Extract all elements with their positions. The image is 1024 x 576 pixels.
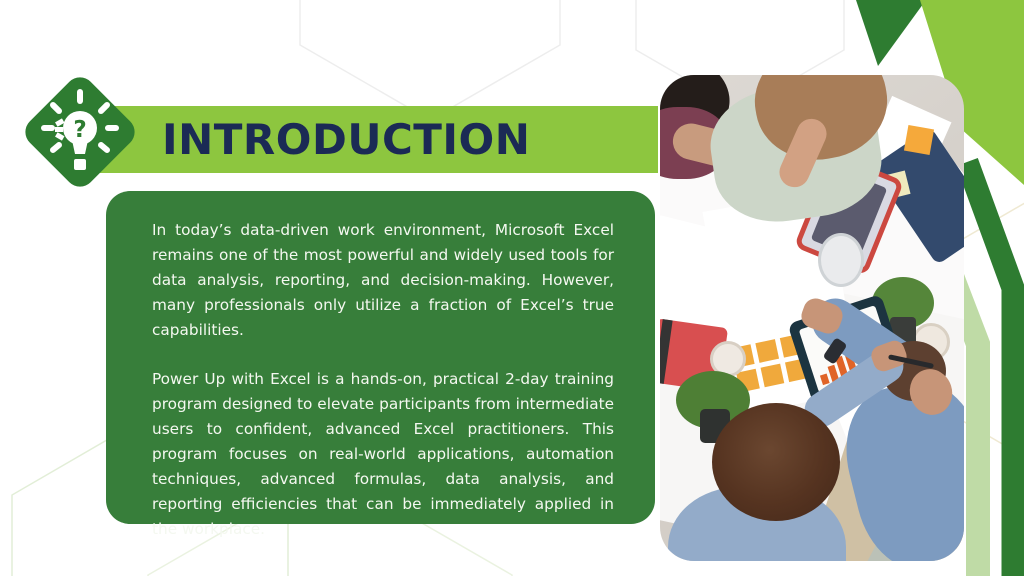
team-photo — [660, 75, 964, 561]
title-banner — [100, 106, 658, 173]
intro-paragraph-2: Power Up with Excel is a hands-on, practical 2-day training program designed to elevate participants from intermediate users to confident, advanced Excel practitioners. This program focuses on real-world applications, automation techniques, advanced formulas, data analysis, and reporting efficiencies that can be immediately applied in the workplace. — [152, 370, 614, 538]
corner-triangle — [856, 0, 926, 66]
lightbulb-badge — [19, 71, 141, 193]
photo-woman-curly-hair — [712, 403, 840, 521]
lightbulb-icon — [39, 87, 121, 177]
photo-water-glass — [818, 233, 864, 287]
photo-sticky-note — [904, 125, 934, 155]
page-title: INTRODUCTION — [162, 114, 531, 164]
intro-text-card — [106, 191, 655, 538]
svg-text:?: ? — [73, 117, 87, 143]
corner-dark-band — [967, 162, 1013, 576]
intro-paragraph-1: In today’s data-driven work environment, Microsoft Excel remains one of the most powerful and widely used tools for data analysis, reporting, and decision-making. However, many professionals only utilize a fraction of Excel’s true capabilities. — [152, 221, 614, 339]
